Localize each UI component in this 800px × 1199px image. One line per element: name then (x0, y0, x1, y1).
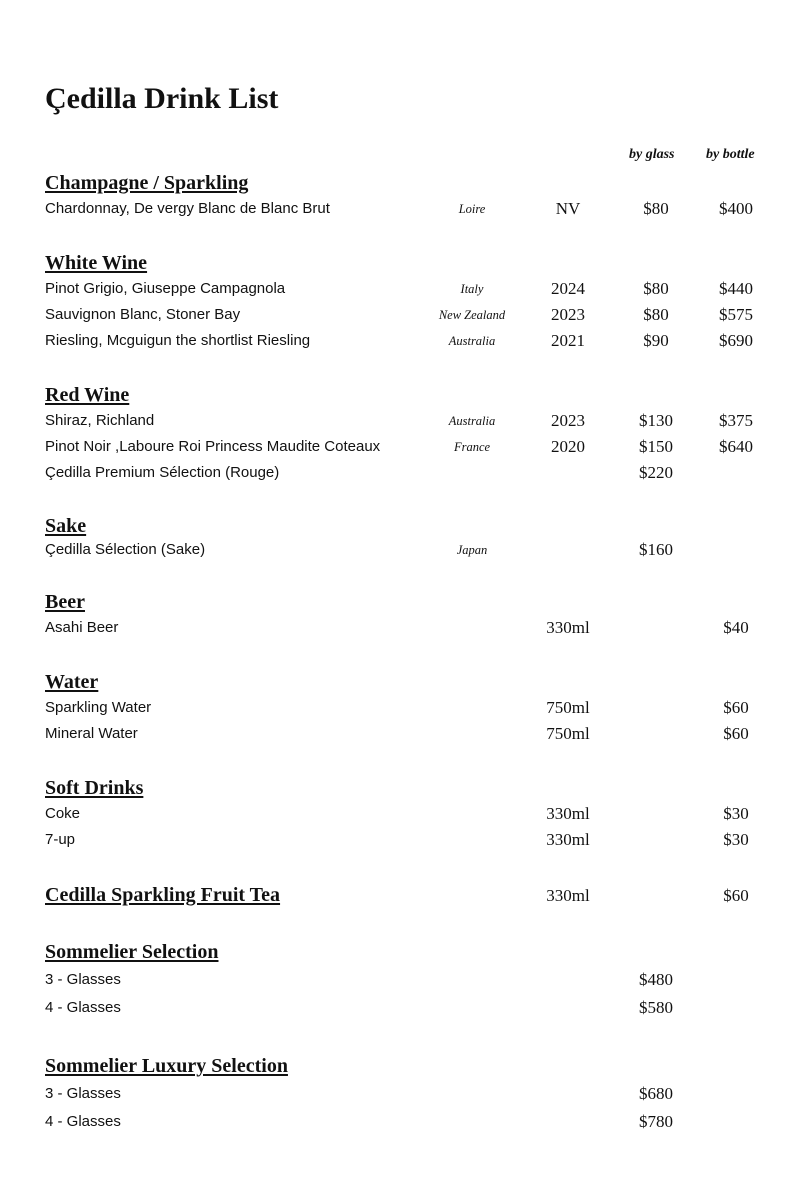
menu-item (0, 198, 800, 220)
menu-item (0, 697, 800, 719)
column-header-by-bottle: by bottle (706, 147, 755, 162)
item-vintage: 2023 (551, 411, 585, 430)
item-glass-price: $90 (643, 331, 669, 350)
section-heading-soft-drinks: Soft Drinks (45, 777, 144, 799)
section-heading-sommelier-selection: Sommelier Selection (45, 941, 219, 963)
item-name: Çedilla Premium Sélection (Rouge) (45, 464, 280, 481)
item-origin: Australia (448, 414, 496, 428)
section-heading-red-wine: Red Wine (45, 384, 130, 406)
item-name: 4 - Glasses (45, 1113, 121, 1130)
item-bottle-price: $60 (723, 886, 749, 905)
menu-item (0, 803, 800, 825)
item-glass-price: $220 (639, 463, 673, 482)
menu-item (0, 278, 800, 300)
menu-item-fruit-tea (0, 883, 800, 909)
menu-item (0, 1111, 800, 1133)
item-bottle-price: $400 (719, 199, 753, 218)
item-bottle-price: $40 (723, 618, 749, 637)
item-bottle-price: $440 (719, 279, 753, 298)
item-bottle-price: $640 (719, 437, 753, 456)
item-name: Asahi Beer (45, 619, 119, 636)
item-name: Riesling, Mcguigun the shortlist Riesling (45, 332, 311, 349)
page-title: Çedilla Drink List (45, 82, 279, 115)
item-vintage: 2020 (551, 437, 585, 456)
item-name: Sauvignon Blanc, Stoner Bay (45, 306, 241, 323)
item-name: Pinot Noir ,Laboure Roi Princess Maudite Coteaux (45, 438, 381, 455)
item-glass-price: $130 (639, 411, 673, 430)
item-glass-price: $80 (643, 279, 669, 298)
item-glass-price: $150 (639, 437, 673, 456)
item-bottle-price: $575 (719, 305, 753, 324)
item-origin: Loire (458, 202, 486, 216)
item-origin: France (453, 440, 491, 454)
item-name: Coke (45, 805, 81, 822)
item-name: 7-up (45, 831, 76, 848)
item-name: 4 - Glasses (45, 999, 121, 1016)
section-heading-fruit-tea: Cedilla Sparkling Fruit Tea (45, 884, 281, 906)
item-origin: Australia (448, 334, 496, 348)
item-origin: Japan (456, 543, 488, 557)
item-volume: 330ml (546, 830, 590, 849)
item-vintage: 2024 (551, 279, 585, 298)
item-volume: 750ml (546, 724, 590, 743)
column-header-by-glass: by glass (629, 147, 675, 162)
item-name: Çedilla Sélection (Sake) (45, 541, 206, 558)
item-glass-price: $580 (639, 998, 673, 1017)
section-heading-champagne: Champagne / Sparkling (45, 172, 249, 194)
menu-item (0, 436, 800, 458)
item-glass-price: $480 (639, 970, 673, 989)
menu-item (0, 969, 800, 991)
item-bottle-price: $375 (719, 411, 753, 430)
item-volume: 330ml (546, 618, 590, 637)
menu-item (0, 462, 800, 484)
menu-item (0, 829, 800, 851)
menu-item (0, 330, 800, 352)
item-name: Mineral Water (45, 725, 138, 742)
section-heading-sommelier-luxury: Sommelier Luxury Selection (45, 1055, 288, 1077)
item-glass-price: $80 (643, 305, 669, 324)
item-vintage: NV (555, 199, 581, 218)
item-name: Pinot Grigio, Giuseppe Campagnola (45, 280, 286, 297)
item-volume: 330ml (546, 886, 590, 905)
item-glass-price: $160 (639, 540, 673, 559)
item-name: Shiraz, Richland (45, 412, 155, 429)
item-bottle-price: $30 (723, 804, 749, 823)
item-name: Chardonnay, De vergy Blanc de Blanc Brut (45, 200, 330, 217)
item-name: Sparkling Water (45, 699, 152, 716)
section-heading-sake: Sake (45, 515, 87, 537)
item-bottle-price: $60 (723, 724, 749, 743)
item-volume: 750ml (546, 698, 590, 717)
item-vintage: 2023 (551, 305, 585, 324)
menu-item (0, 617, 800, 639)
section-heading-water: Water (45, 671, 99, 693)
item-bottle-price: $690 (719, 331, 753, 350)
menu-item (0, 304, 800, 326)
section-heading-white-wine: White Wine (45, 252, 148, 274)
item-bottle-price: $60 (723, 698, 749, 717)
section-heading-beer: Beer (45, 591, 85, 613)
item-name: 3 - Glasses (45, 971, 121, 988)
menu-item (0, 1083, 800, 1105)
item-name: 3 - Glasses (45, 1085, 121, 1102)
menu-item (0, 410, 800, 432)
item-bottle-price: $30 (723, 830, 749, 849)
item-origin: Italy (460, 282, 484, 296)
menu-item (0, 723, 800, 745)
menu-item (0, 997, 800, 1019)
item-vintage: 2021 (551, 331, 585, 350)
item-glass-price: $680 (639, 1084, 673, 1103)
item-volume: 330ml (546, 804, 590, 823)
menu-item (0, 539, 800, 561)
item-origin: New Zealand (438, 308, 506, 322)
item-glass-price: $80 (643, 199, 669, 218)
item-glass-price: $780 (639, 1112, 673, 1131)
